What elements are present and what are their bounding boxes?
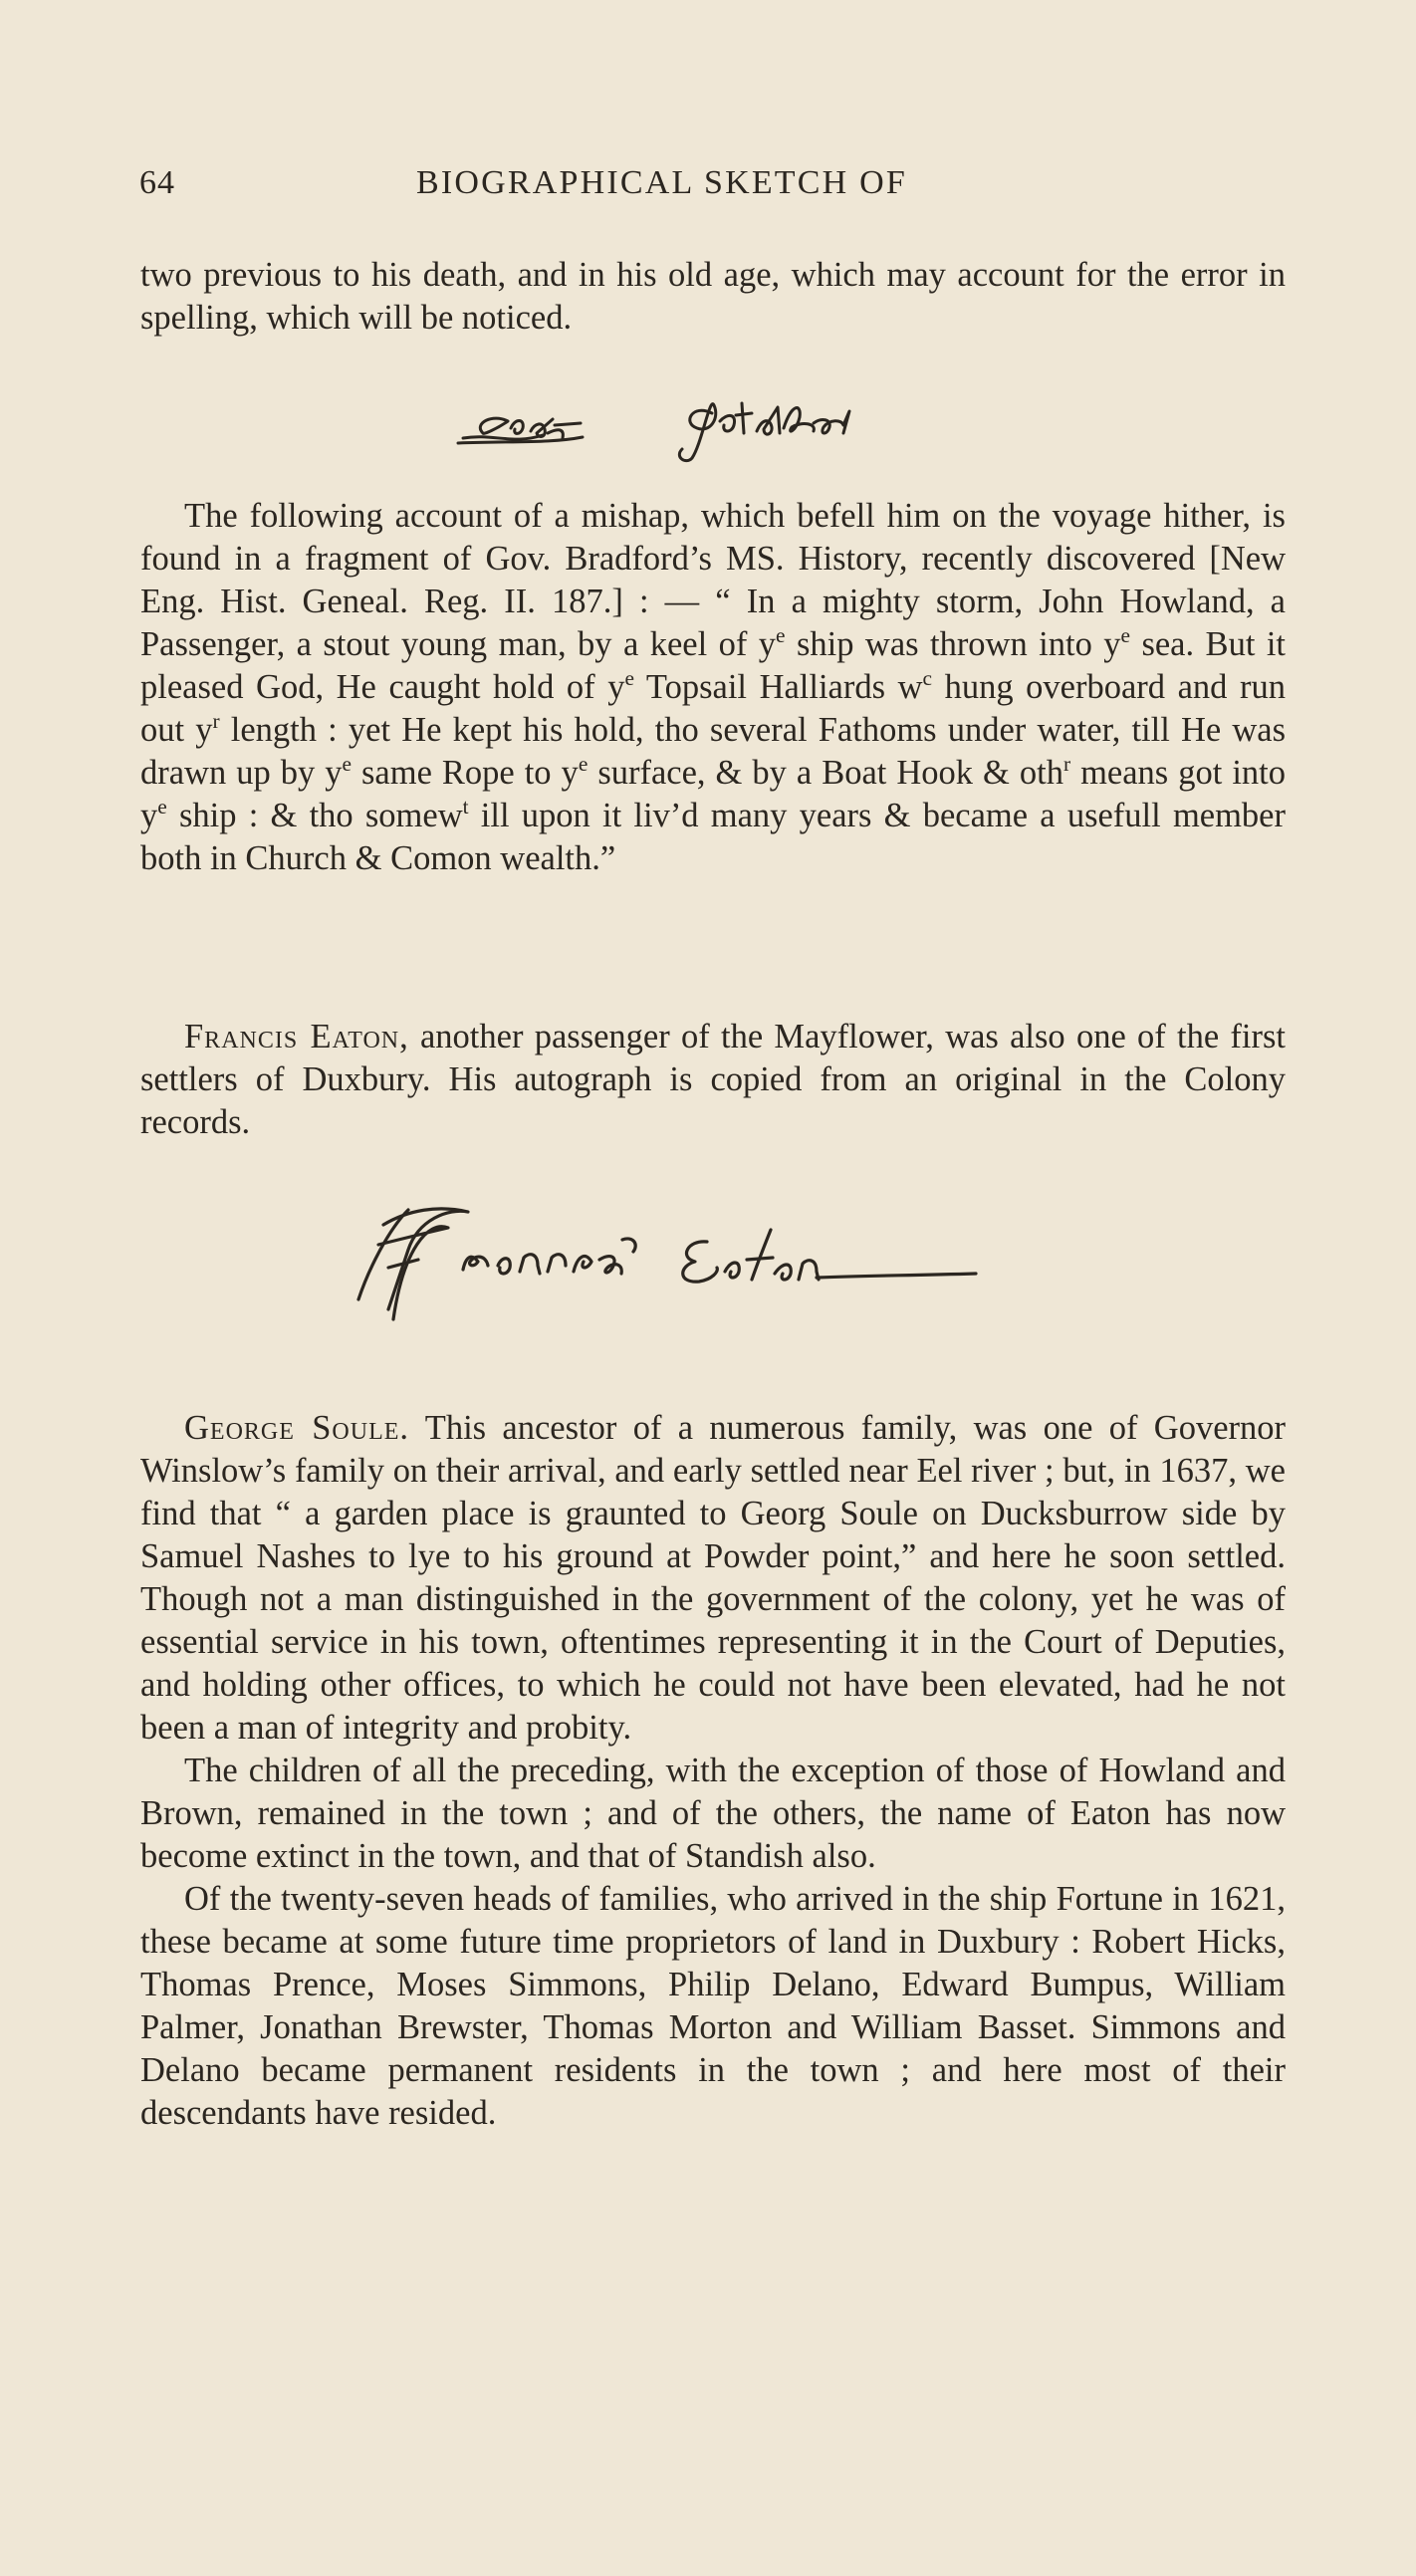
paragraph-george-soule — [140, 1407, 1286, 2135]
signature-edward-fuller — [453, 383, 961, 463]
paragraph-mishap — [140, 495, 1286, 880]
signature-francis-eaton — [349, 1190, 986, 1329]
signature-text: Edward Fuller — [453, 461, 459, 462]
paragraph-continuation — [140, 254, 1286, 340]
paragraph-text: Francis Eaton, another passenger of the Mayflower, was also one of the first settlers of Duxbury. His autograph is copied from an original in the Colony records. — [140, 1018, 1287, 1141]
signature-text: Francis Eaton — [349, 1327, 354, 1328]
paragraph-francis-eaton — [140, 1016, 1286, 1144]
paragraph-text: Of the twenty-seven heads of families, who arrived in the ship Fortune in 1621, these became at some future time proprietors of land in Duxbury : Robert Hicks, Thomas Prence, Moses Simmons, Philip Delano, Edward Bumpus, William Palmer, Jonathan Brewster, Thomas Morton and William Basset. Simmons and Delano became permanent residents in the town ; and here most of their descendants have resided. — [140, 1880, 1286, 2132]
paragraph-text: two previous to his death, and in his old age, which may account for the error in spelling, which will be noticed. — [140, 256, 1286, 337]
person-name: Francis Eaton, — [184, 1018, 409, 1055]
page-number: 64 — [139, 164, 175, 201]
paragraph-text: George Soule. This ancestor of a numerous family, was one of Governor Winslow’s family on their arrival, and early settled near Eel river ; but, in 1637, we find that “ a garden place is graunted to Georg Soule on Ducksburrow side by Samuel Nashes to lye to his ground at Powder point,” and here he soon settled. Though not a man distinguished in the government of the colony, yet he was of essential service in his town, oftentimes representing it in the Court of Deputies, and holding other offices, to which he could not have been elevated, had he not been a man of integrity and probity. — [140, 1409, 1286, 1747]
person-name: George Soule. — [184, 1409, 410, 1447]
paragraph-text: The following account of a mishap, which befell him on the voyage hither, is found in a fragment of Gov. Bradford’s MS. History, recently discovered [New Eng. Hist. Geneal. Reg. II. 187.] : — “ In a mighty storm, John Howland, a Passenger, a stout young man, by a keel of $y^e$ ship was thrown into $y^e$ sea. But it pleased God, He caught hold of $y^e$ Topsail Halliards $w^c$ hung overboard and run out $y^r$ length : yet He kept his hold, tho several Fathoms under water, till He was drawn up by $y^e$ same Rope to $y^e$ surface, & by a Boat Hook & oth$^r$ means got into $y^e$ ship : & tho somew$^t$ ill upon it liv’d many years & became a usefull member both in Church & Comon wealth.” — [140, 497, 1287, 877]
paragraph-text: The children of all the preceding, with the exception of those of Howland and Brown, remained in the town ; and of the others, the name of Eaton has now become extinct in the town, and that of Standish also. — [140, 1752, 1286, 1875]
running-head: BIOGRAPHICAL SKETCH OF — [416, 164, 907, 201]
